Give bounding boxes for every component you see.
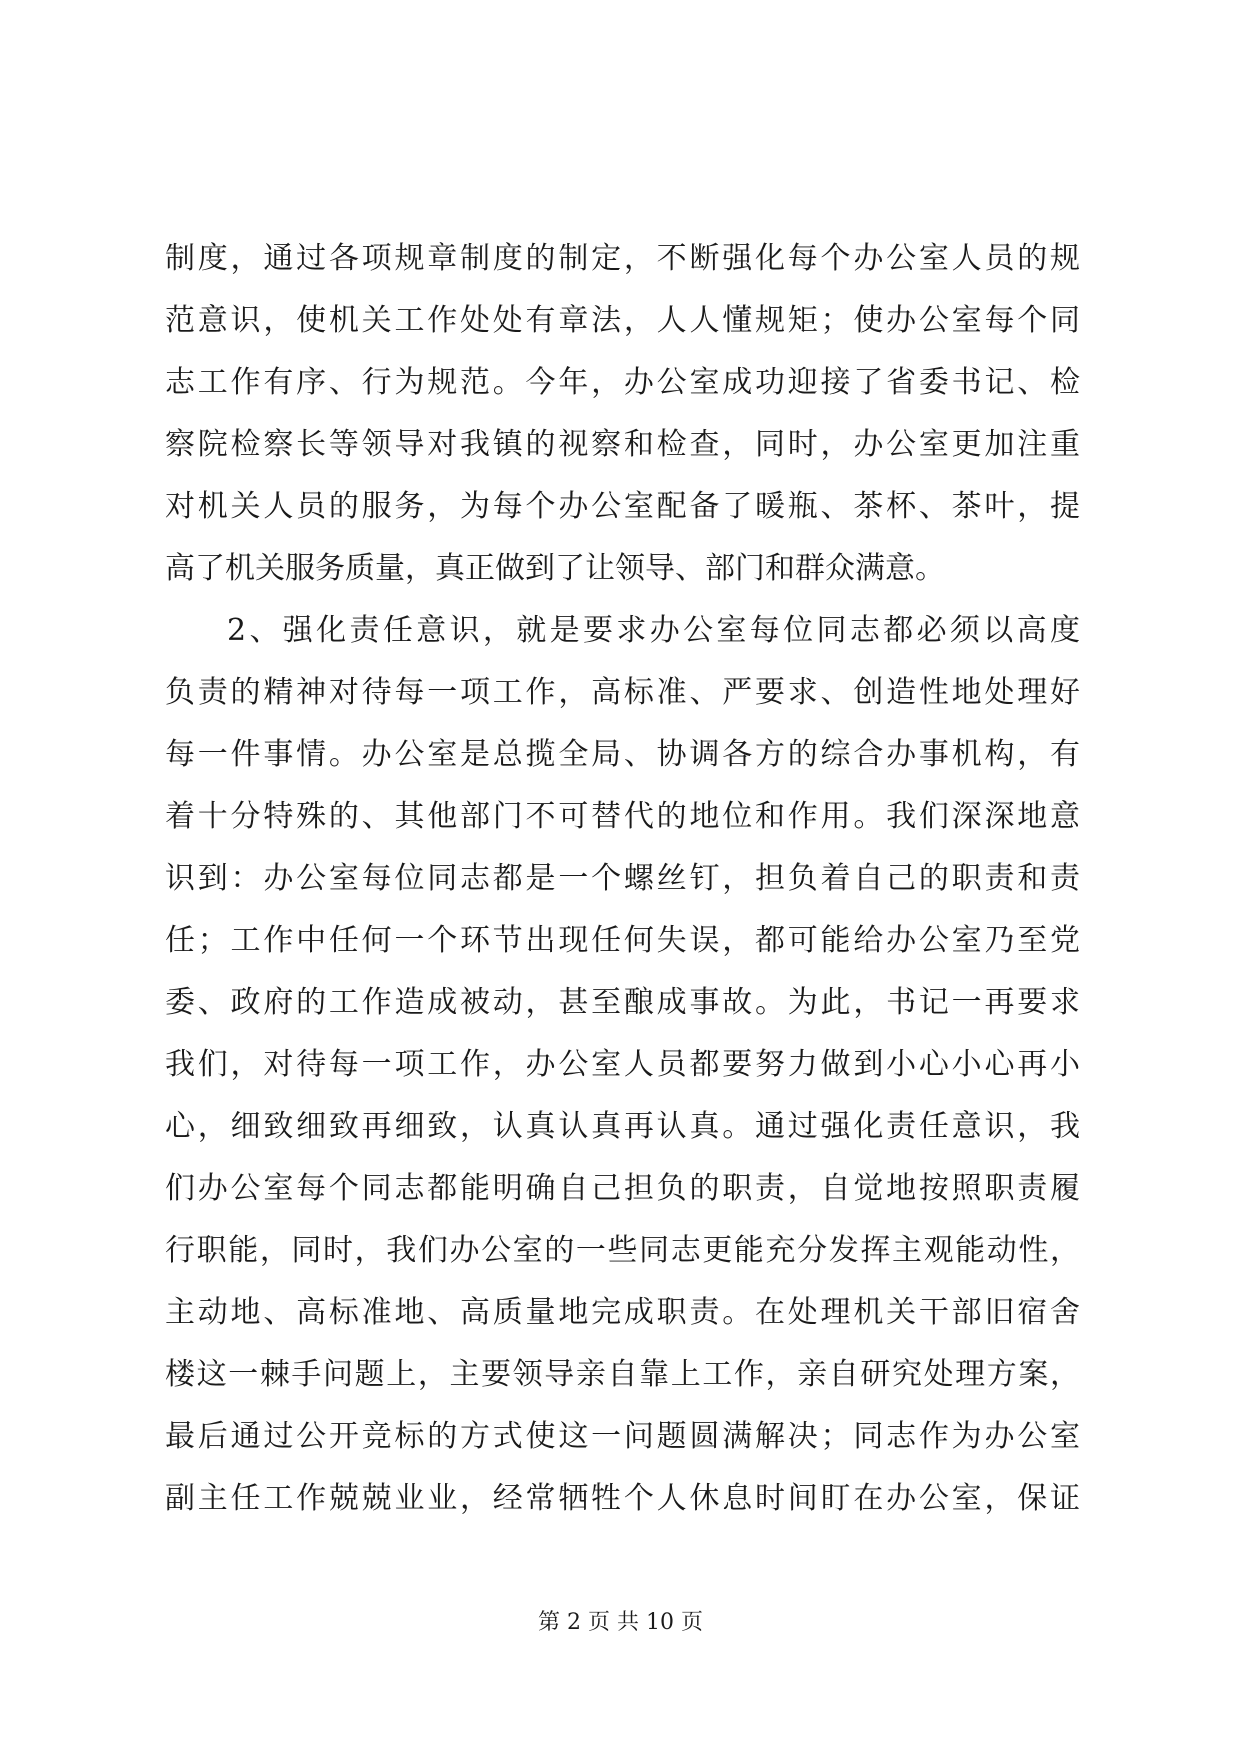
page-number-footer: 第 2 页 共 10 页 xyxy=(538,1610,703,1635)
text-line: 行职能，同时，我们办公室的一些同志更能充分发挥主观能动性， xyxy=(165,1233,1080,1268)
text-line: 着十分特殊的、其他部门不可替代的地位和作用。我们深深地意 xyxy=(165,799,1080,834)
text-line: 主动地、高标准地、高质量地完成职责。在处理机关干部旧宿舍 xyxy=(165,1295,1080,1330)
text-line: 识到：办公室每位同志都是一个螺丝钉，担负着自己的职责和责 xyxy=(165,861,1080,896)
text-line: 楼这一棘手问题上，主要领导亲自靠上工作，亲自研究处理方案， xyxy=(165,1357,1080,1392)
body-text xyxy=(165,228,1080,1530)
text-line: 察院检察长等领导对我镇的视察和检查，同时，办公室更加注重 xyxy=(165,427,1080,462)
text-line: 负责的精神对待每一项工作，高标准、严要求、创造性地处理好 xyxy=(165,675,1080,710)
text-line: 每一件事情。办公室是总揽全局、协调各方的综合办事机构，有 xyxy=(165,737,1080,772)
text-line: 委、政府的工作造成被动，甚至酿成事故。为此，书记一再要求 xyxy=(165,985,1080,1020)
paragraph-start-line: 2、强化责任意识，就是要求办公室每位同志都必须以高度 xyxy=(227,613,1080,648)
text-line: 任；工作中任何一个环节出现任何失误，都可能给办公室乃至党 xyxy=(165,923,1080,958)
text-line: 对机关人员的服务，为每个办公室配备了暖瓶、茶杯、茶叶，提 xyxy=(165,489,1080,524)
text-line: 最后通过公开竞标的方式使这一问题圆满解决；同志作为办公室 xyxy=(165,1419,1080,1454)
text-line: 们办公室每个同志都能明确自己担负的职责，自觉地按照职责履 xyxy=(165,1171,1080,1206)
text-line: 范意识，使机关工作处处有章法，人人懂规矩；使办公室每个同 xyxy=(165,303,1080,338)
text-line: 我们，对待每一项工作，办公室人员都要努力做到小心小心再小 xyxy=(165,1047,1080,1082)
text-line: 高了机关服务质量，真正做到了让领导、部门和群众满意。 xyxy=(165,551,945,586)
text-line: 心，细致细致再细致，认真认真再认真。通过强化责任意识，我 xyxy=(165,1109,1080,1144)
text-line: 制度，通过各项规章制度的制定，不断强化每个办公室人员的规 xyxy=(165,241,1080,276)
text-line: 副主任工作兢兢业业，经常牺牲个人休息时间盯在办公室，保证 xyxy=(165,1481,1080,1516)
text-line: 志工作有序、行为规范。今年，办公室成功迎接了省委书记、检 xyxy=(165,365,1080,400)
